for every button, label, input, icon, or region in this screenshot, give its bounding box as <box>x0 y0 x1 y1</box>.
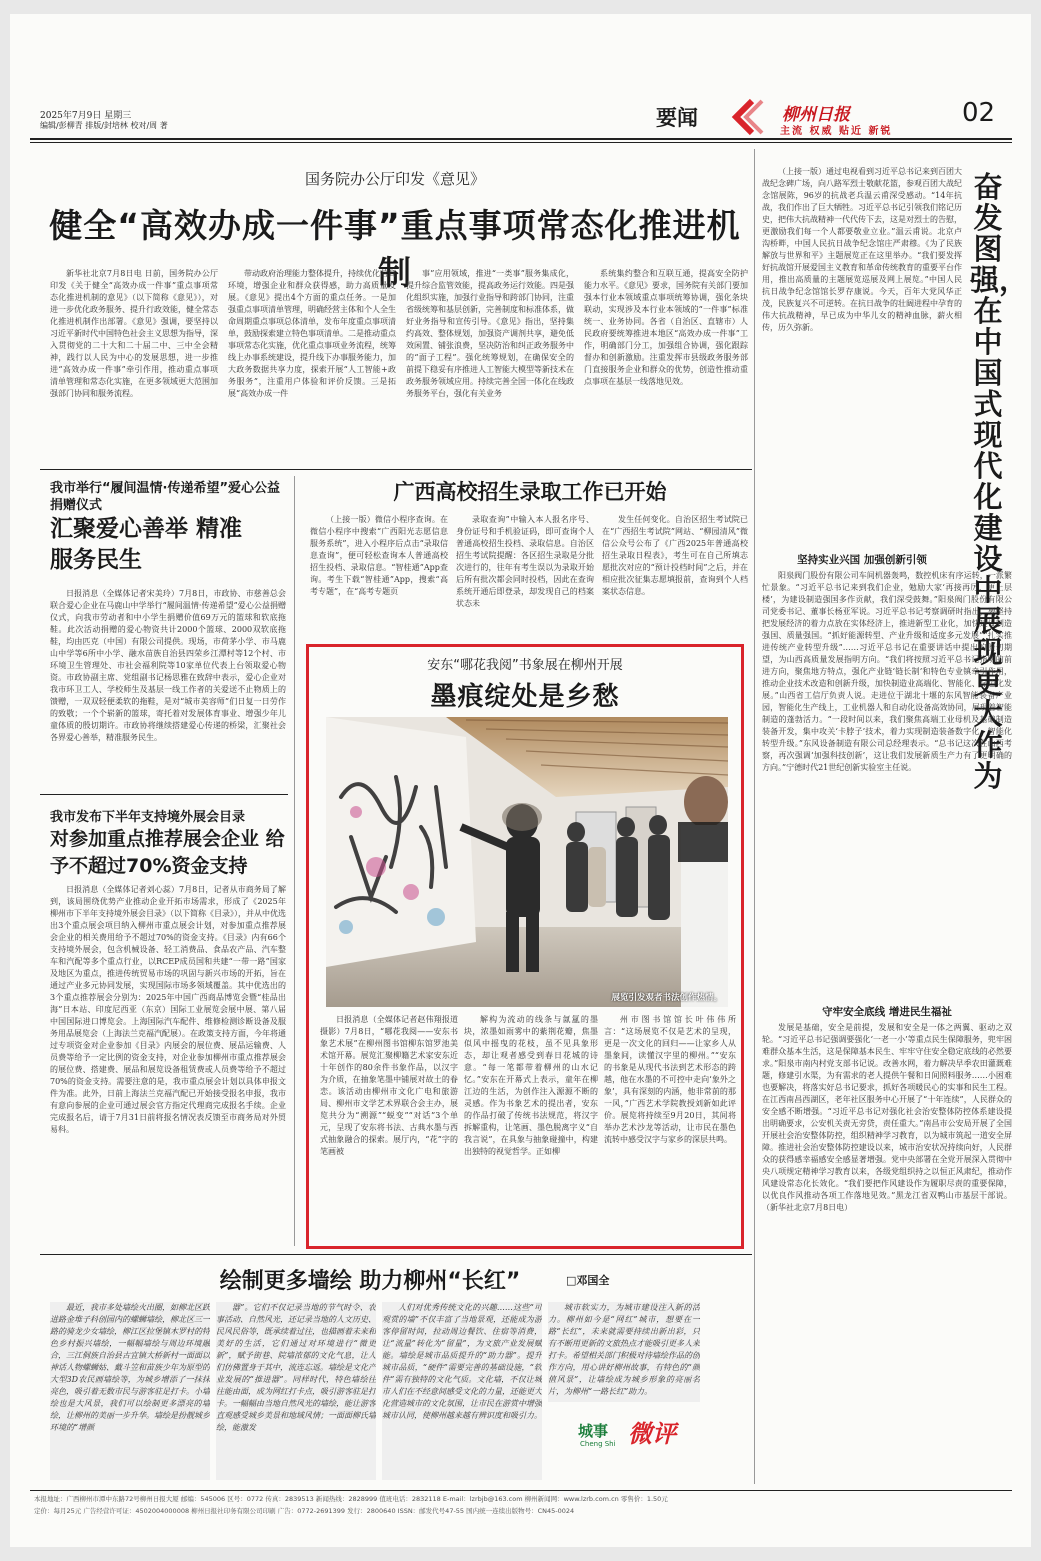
masthead-brand: 柳州日报 <box>782 105 850 125</box>
calligraphy-column-2 <box>464 1014 598 1242</box>
charity-body <box>50 588 286 782</box>
footer-line-1: 本报地址：广西柳州市潭中东路72号柳州日报大厦 邮编：545006 区号：0772 传真：2839513 新闻热线：2828999 值班电话：2832118 E-mail：lzrbjb@163.com 柳州新闻网：www.lzrb.com.cn 零售价：1.50元 <box>34 1495 668 1503</box>
vertical-headline: 奋发图强，在中国式现代化建设中展现更大作为 <box>970 170 1029 793</box>
lead-text-2: 带动政府治理能力整体提升，持续优化营商环境，增强企业和群众获得感，助力高质量发展。《意见》提出4个方面的重点任务。一是加强重点事项清单管理，明确经营主体和个人全生命周期重点事项总体清单，发布年度重点事项清单，鼓励探索建立特色事项清单。二是推动重点事项常态化实施，优化重点事项业务流程，统筹线上办事系统建设，提升线下办事服务能力，加大政务数据共享力度，探索开展“人工智能+政务服务”，注重用户体验和评价反馈。三是拓展“高效办成一件 <box>228 269 396 398</box>
lead-bottom-rule <box>40 469 752 470</box>
gaokao-text-2: 录取查询”中输入本人报名序号、身份证号和手机验证码，即可查询个人普通高校招生投档、录取信息。自治区招生考试院提醒：各区招生录取是分批次进行的，往年有考生误以为录取开始后所有批次都会同时投档，因此在查询系统开通后即登录，却发现自己的档案状态未 <box>456 515 594 608</box>
exhibition-photo <box>326 717 728 1007</box>
lead-column-4 <box>584 268 748 466</box>
lead-text-4: 系统集约整合和互联互通，提高安全防护能力水平。《意见》要求，国务院有关部门要加强本行业本领域重点事项统筹协调，强化条块联动，实现涉及本行业本领域的“一件事”标准统一、业务协同。各省（自治区、直辖市）人民政府要统筹推进本地区“高效办成一件事”工作，明确部门分工，加强组合协调，强化跟踪督办和创新激励。注重发挥市县级政务服务部门直接服务企业和群众的优势，创造性推动重点事项在基层一线落地见效。 <box>584 269 748 386</box>
section1-text: 阳泉阀门股份有限公司车间机器轰鸣，数控机床有序运转，一派繁忙景象。“习近平总书记来到我们企业，勉励大家‘再接再厉，更上层楼’，为建设制造强国多作贡献，我们深受鼓舞。”阳泉阀门股份有限公司党委书记、董事长杨亚军说。习近平总书记考察调研时指出，要坚持把发展经济的着力点放在实体经济上，推进新型工业化，加快建设制造强国、质量强国。“抓好能源转型、产业升级和适度多元发展”“扎实推进传统产业转型升级”……习近平总书记在重要讲话中提出的殷切期望，为山西高质量发展指明方向。“我们将按照习近平总书记指明的前进方向，聚焦地方特点，强化产业链‘链长制’和特色专业镇牵引作用，推动企业技术改造和创新升级，加快制造业高端化、智能化、绿色化发展。”山西省工信厅负责人说。走进位于湖北十堰的东风智能装备产业园，智能化生产线上，工业机器人和自动化设备高效协同，展现着智能制造的蓬勃活力。“一段时间以来，我们聚焦高端工业母机及基础制造装备开发，集中攻关‘卡脖子’技术，着力实现制造装备数字化、智能化转型升级。”东风设备制造有限公司总经理表示。“总书记这次在山西考察，再次强调‘加强科技创新’，这让我们发展新质生产力有了更明确的方向。”宁德时代21世纪创新实验室主任说。 <box>762 571 1012 772</box>
walls-text-1: 最近，我市多处墙绘火出圈，如柳北区跃进路金堆子科创园内的螺蛳墙绘，柳北区三一路的骑龙少女墙绘，柳江区拉堡镇木罗村的特色乡村振兴墙绘，一幅幅墙绘与周边环境融合，三江侗族自治县古宜镇大桥新村一面面以神话人物螺蛳姑、戴斗笠和苗族少年为原型的大型3D农民画墙绘等，为城乡增添了一抹抹亮色，吸引着无数市民与游客驻足打卡。小墙绘也是大风景，我们可以绘制更多漂亮的墙绘，让柳州的美丽一步升华。墙绘是扮靓城乡环境的“增颜 <box>50 1303 210 1432</box>
gaokao-headline: 广西高校招生录取工作已开始 <box>393 480 667 504</box>
gaokao-column-2 <box>456 514 594 644</box>
gaokao-text-3: 发生任何变化。自治区招生考试院已在“广西招生考试院”网站、“柳园清风”微信公众号公布了《广西2025年普通高校招生录取日程表》，考生可在自己所填志愿批次对应的“预计投档时间”之后，并在相应批次征集志愿填报前，查询到个人档案状态信息。 <box>602 515 748 596</box>
column-divider <box>294 476 295 1246</box>
walls-text-4: 城市软实力，为城市建设注入新的活力。柳州如今是“网红”城市，想要在一路“长红”，未来就需要持续出新出彩，只有不断用更新的文旅热点才能吸引更多人来打卡。希望相关部门积极对待墙绘作品的创作方向，用心讲好柳州故事，有特色的“颜值风景”，让墙绘成为城乡形象的亮丽名片，为柳州“一路长红”助力。 <box>548 1303 700 1396</box>
gaokao-column-3 <box>602 514 748 644</box>
walls-author: □邓国全 <box>566 1274 610 1287</box>
exhibition-scene-illustration <box>326 717 728 1007</box>
walls-column-3 <box>382 1302 542 1480</box>
walls-top-rule <box>40 1254 752 1255</box>
section2-body <box>762 1022 1012 1482</box>
walls-headline: 绘制更多墙绘 助力柳州“长红” <box>219 1269 521 1294</box>
page-number: 02 <box>962 98 996 128</box>
calligraphy-headline: 墨痕绽处是乡愁 <box>430 682 620 712</box>
walls-column-2 <box>216 1302 376 1480</box>
section1-body <box>762 570 1012 990</box>
expo-headline: 对参加重点推荐展会企业 给予不超过70%资金支持 <box>50 828 285 877</box>
walls-text-3: 人们对优秀传统文化的兴趣……这些“可观赏的墙”不仅丰富了当地景观，还能成为游客停留时间，拉动周边餐饮、住宿等消费，让“流量”转化为“留量”，为文旅产业发展赋能。墙绘是城市品质提升的“助力器”。提升城市品质，“硬件”需要完善的基础设施，“软件”需有独特的文化气质。文化墙，不仅让城市人们在不经意间感受文化的力量，还能更大化营造城市的文化氛围，让市民在游赏中增强城市认同，使柳州越来越有辨识度和吸引力。 <box>382 1303 542 1420</box>
walls-text-2: 器”。它们不仅记录当地的节气时令、农事活动、自然风光，还记录当地的人文历史、民风民俗等，既承续着过往，也描画着未来和美好的生活，它们通过对环境进行“微更新”，赋予街巷、院墙浓郁的文化气息，让人们仿佛置身于其中，流连忘返。墙绘是文化产业发展的“推进器”。同样时代，特色墙绘往往能由面，成为网红打卡点，吸引游客驻足打卡。一幅幅由当地自然风光的墙绘，能让游客直观感受城乡美景和地域风情；一面面柳氏墙绘，能激发 <box>216 1303 376 1432</box>
charity-headline: 汇聚爱心善举 精准服务民生 <box>50 516 243 573</box>
calligraphy-text-3: 州市图书馆馆长叶伟伟所言：“这场展览不仅是艺术的呈现，更是一次文化的回归——让家乡人从墨象间，读懂汉字里的柳州。”“安东的书象是从现代书法到艺术形态的跨越，他在水墨的不可控中走向‘象外之象’，具有深刻的内涵，他非常前的那一风，”广西艺术学院教授刘新如此评价。展览将持续至9月20日，其间将举办艺术沙龙等活动，让市民在墨色流转中感受汉字与家乡的深层共鸣。 <box>604 1015 736 1144</box>
section2-text: 发展是基础，安全是前提，发展和安全是一体之两翼、驱动之双轮。“习近平总书记强调要强化‘一老一小’等重点民生保障服务，兜牢困难群众基本生活，这是保障基本民生、牢牢守住安全稳定底线的必然要求。”阳泉市南内村党支部书记说。改善水网，着力解决早季农田灌溉难题，修建引水渠，为有需求的老人提供午餐和日间照料服务……小困难也要解决，将落实好总书记要求，抓好各项暖民心的实事和民生工程。在江西南昌西湖区，老年社区服务中心开展了“十年连续”，人民群众的安全感不断增强。“习近平总书记对强化社会治安整体防控体系建设提出明确要求，公安机关责无旁贷，责任重大。”南昌市公安局开展了全国开展社会治安整体防控，组织精神学习教育，以为城市筑起一道安全屏障。推进社会治安整体防控建设以来，城市治安状况持续向好，人民群众的获得感幸福感安全感显著增强。党中央部署在全党开展深入贯彻中央八项规定精神学习教育以来，各级党组织持之以恒正风肃纪，推动作风建设常态化长效化。“我们要把作风建设作为履职尽责的重要保障，以优良作风推动各项工作落地见效。”黑龙江省双鸭山市基层干部说。（新华社北京7月8日电） <box>762 1023 1012 1212</box>
lead-text-3: 事”应用领域，推进“一类事”服务集成化，提升综合监管效能，提高政务运行效能。四是强化组织实施，加强行业指导和跨部门协同，注重省级统筹和基层创新，完善制度和标准体系，做好业务指导和宣传引导。《意见》指出，坚持集约高效、整体规划，加强资产调剂共享，避免低效闲置、铺张浪费，坚决防治和纠正政务服务中的“面子工程”。强化统筹规划，在确保安全的前提下稳妥有序推进人工智能大模型等新技术在政务服务领域应用。持续完善全国一体化在线政务服务平台，强化有关业务 <box>406 269 574 398</box>
badge-city-affairs: 城事 <box>578 1422 609 1440</box>
expo-body <box>50 884 286 1244</box>
section1-subhead: 坚持实业兴国 加强创新引领 <box>797 554 927 566</box>
section-title: 要闻 <box>656 106 698 130</box>
issue-date: 2025年7月9日 星期三 <box>40 111 132 121</box>
masthead-slogan: 主流 权威 贴近 新锐 <box>780 126 893 137</box>
lead-column-3 <box>406 268 574 466</box>
header-rule <box>30 138 1012 140</box>
charity-bottom-rule <box>40 794 288 795</box>
badge-city-affairs-en: Cheng Shi <box>580 1440 616 1448</box>
lead-headline: 健全“高效办成一件事”重点事项常态化推进机制 <box>49 206 741 292</box>
walls-column-1 <box>50 1302 210 1480</box>
lead-column-2 <box>228 268 396 466</box>
header-rule-thin <box>30 142 1012 143</box>
footer-rule <box>30 1490 1012 1491</box>
gaokao-column-1 <box>310 514 448 644</box>
right-column-divider <box>754 149 755 1484</box>
lead-text-1: 新华社北京7月8日电 日前，国务院办公厅印发《关于健全“高效办成一件事”重点事项常态化推进机制的意见》（以下简称《意见》），对进一步优化政务服务、提升行政效能，健全常态化推进机制作出部署。《意见》强调，要坚持以习近平新时代中国特色社会主义思想为指导，深入贯彻党的二十大和二十届二中、三中全会精神，践行以人民为中心的发展思想，进一步推进“高效办成一件事”牵引作用，推动重点事项清单管理和常态化实施，在更多领域更大范围加强部门协同和服务流程。 <box>50 269 218 398</box>
xinhua-intro <box>762 166 962 548</box>
expo-text: 日报消息（全媒体记者刘心蕊）7月8日，记者从市商务局了解到，该局围绕优势产业推动企业开拓市场需求，形成了《2025年柳州市下半年支持境外展会目录》（以下简称《目录》），并从中优选出3个重点展会项目纳入柳州市重点展会计划，对参加重点推荐展会企业的相关费用给予不超过70%的资金支持。《目录》内有66个支持境外展会，包含机械设备、轻工消费品、食品农产品、汽车整车和汽配等多个重点行业，以RCEP成员国和共建“一带一路”国家及地区为重点，推进传统贸易市场的巩固与新兴市场的开拓，旨在通过产业多元协同发展，实现国际市场多领域覆盖。其中优选出的3个重点推荐展会分别为：2025年中国广西商品博览会暨“桂品出海”日本站、印度尼西亚（东京）国际工业展览会展中展、第八届中国国际进口博览会。上海国际汽车配件、维修检测诊断设备及服务用品展览会（上海法兰克福汽配展）。在政策支持方面，今年将通过专项资金对企业参加《目录》内展会的展位费、展品运输费、人员费等给予一定比例的资金支持，对企业参加柳州市重点推荐展会的展位费、搭建费、展品和展览设备租赁费或人员费等给予不超过70%的资金支持。需要注意的是，我市重点展会计划以具体申报文件为准。此外，日前上海法兰克福汽配已开始接受报名申报，我市有意向参展的企业可通过展会官方指定代理商完成报名手续。企业完成报名后，请于7月31日前将报名情况表反馈至市商务局对外贸易科。 <box>50 885 286 1134</box>
badge-micro-review: 微评 <box>628 1420 676 1448</box>
chevron-logo-icon <box>726 98 764 136</box>
calligraphy-text-2: 解构为流动的线条与氤氲的墨块，浓墨如雨雾中的紫荆花瓣，焦墨似风中摇曳的花枝，虽不见具象形态，却让观者感受到春日花城的诗意。“每一笔都带着柳州的山水记忆。”安东在开幕式上表示，童年在柳江边的生活，为创作注入源源不断的灵感。作为书象艺术的提出者，安东的作品打破了传统书法规范，将汉字拆解重构，让笔画、墨色脱离字义“自我言说”，在具象与抽象碰撞中，构建出独特的视觉哲学。正如柳 <box>464 1015 598 1156</box>
editors-line: 编辑/彭柳青 排版/封培林 校对/周 著 <box>40 121 168 130</box>
gaokao-text-1: （上接一版）微信小程序查询。在微信小程序中搜索“广西阳光志愿信息服务系统”，进入小程序后点击“录取信息查询”，便可轻松查询本人普通高校招生投档、录取信息。“智桂通”App查询。考生下载“智桂通”App，搜索“高考专题”，在“高考专题页 <box>310 515 448 596</box>
lead-column-1 <box>50 268 218 466</box>
footer-line-2: 定价：每月25元 广告经营许可证：4502004000008 柳州日报社印务有限公司印刷 广告：0772-2691399 发行：2800640 ISSN：邮发代号47-55 国内统一连续出版物号：CN45-0024 <box>34 1507 575 1515</box>
photo-caption: 展览引发观者书法创作热情。 <box>611 993 722 1003</box>
commentary-badge <box>570 1416 730 1456</box>
walls-column-4 <box>548 1302 700 1402</box>
charity-kicker: 我市举行“履间温情·传递希望”爱心公益捐赠仪式 <box>50 481 281 513</box>
calligraphy-column-1 <box>320 1014 458 1242</box>
newspaper-page <box>10 14 1031 1547</box>
charity-text: 日报消息（全媒体记者宋美玲）7月8日，市政协、市慈善总会联合爱心企业在马鹿山中学举行“履间温情·传递希望”爱心公益捐赠仪式，向我市劳动者和中小学生捐赠价值69万元的篮球和软底拖鞋。此次活动捐赠的爱心物资共计2000个篮球、2000双软底拖鞋，均由匹克（中国）有限公司提供。现场，市荷茅小学、市马鹿山中学等6所中小学、融水苗族自治县四荣乡江潭村等12个村、市环境卫生管理处、市社会福利院等10家单位代表上台领取爱心物资。市政协副主席、党组副书记杨思雅在致辞中表示，爱心企业对我市环卫工人、学校师生及基层一线工作者的关爱送不止物质上的馈赠，一双双轻便柔软的拖鞋，是对“城市美容师”们日复一日劳作的致敬；一个个崭新的篮球，寄托着对发展体育事业、增强少年儿童体质的殷切期许。市政协将继续搭建爱心传递的桥梁，汇聚社会各界爱心善举，精准服务民生。 <box>50 589 286 742</box>
xinhua-intro-text: （上接一版）通过电视看到习近平总书记来到百团大战纪念碑广场，向八路军烈士敬献花篮，参观百团大战纪念馆展陈，96岁的抗战老兵温云甫深受感动。“14年抗战，我们作出了巨大牺牲。习近平总书记引领我们铭记历史，把伟大抗战精神一代代传下去，这是对烈士的告慰，更激励我们每一个人都要敬业立业。”温云甫说。北京卢沟桥畔，中国人民抗日战争纪念馆庄严肃穆。《为了民族解放与世界和平》主题展览正在这里举办。“我们要发挥好抗战馆开展爱国主义教育和革命传统教育的重要平台作用，推出高质量的主题展览巡展及网上展览。”中国人民抗日战争纪念馆馆长罗存康说。今天，百年大党风华正茂，民族复兴不可逆转。在抗日战争的壮阔进程中孕育的伟大抗战精神，早已成为中华儿女的精神血脉，薪火相传，历久弥新。 <box>762 167 962 332</box>
expo-kicker: 我市发布下半年支持境外展会目录 <box>50 810 246 825</box>
calligraphy-kicker: 安东“哪花我阅”书象展在柳州开展 <box>427 658 623 673</box>
calligraphy-column-3 <box>604 1014 736 1242</box>
lead-kicker: 国务院办公厅印发《意见》 <box>304 170 485 188</box>
calligraphy-text-1: 日报消息（全媒体记者赵伟翔报道摄影）7月8日，“哪花我阅——安东书象艺术展”在柳州图书馆柳东馆罗池美术馆开幕。展览汇聚柳籍艺术家安东近十年创作的80余件书象作品，以汉字为介质，在抽象笔墨中铺展对故土的眷恋。该活动由柳州市文化广电和旅游局、柳州市文学艺术界联合会主办，展览共分为“溯源”“蜕变”“对话”3个单元，呈现了安东将书法、古典水墨与西式抽象融合的探索。展厅内，“花”字的笔画被 <box>320 1015 458 1156</box>
section2-subhead: 守牢安全底线 增进民生福祉 <box>822 1006 952 1018</box>
